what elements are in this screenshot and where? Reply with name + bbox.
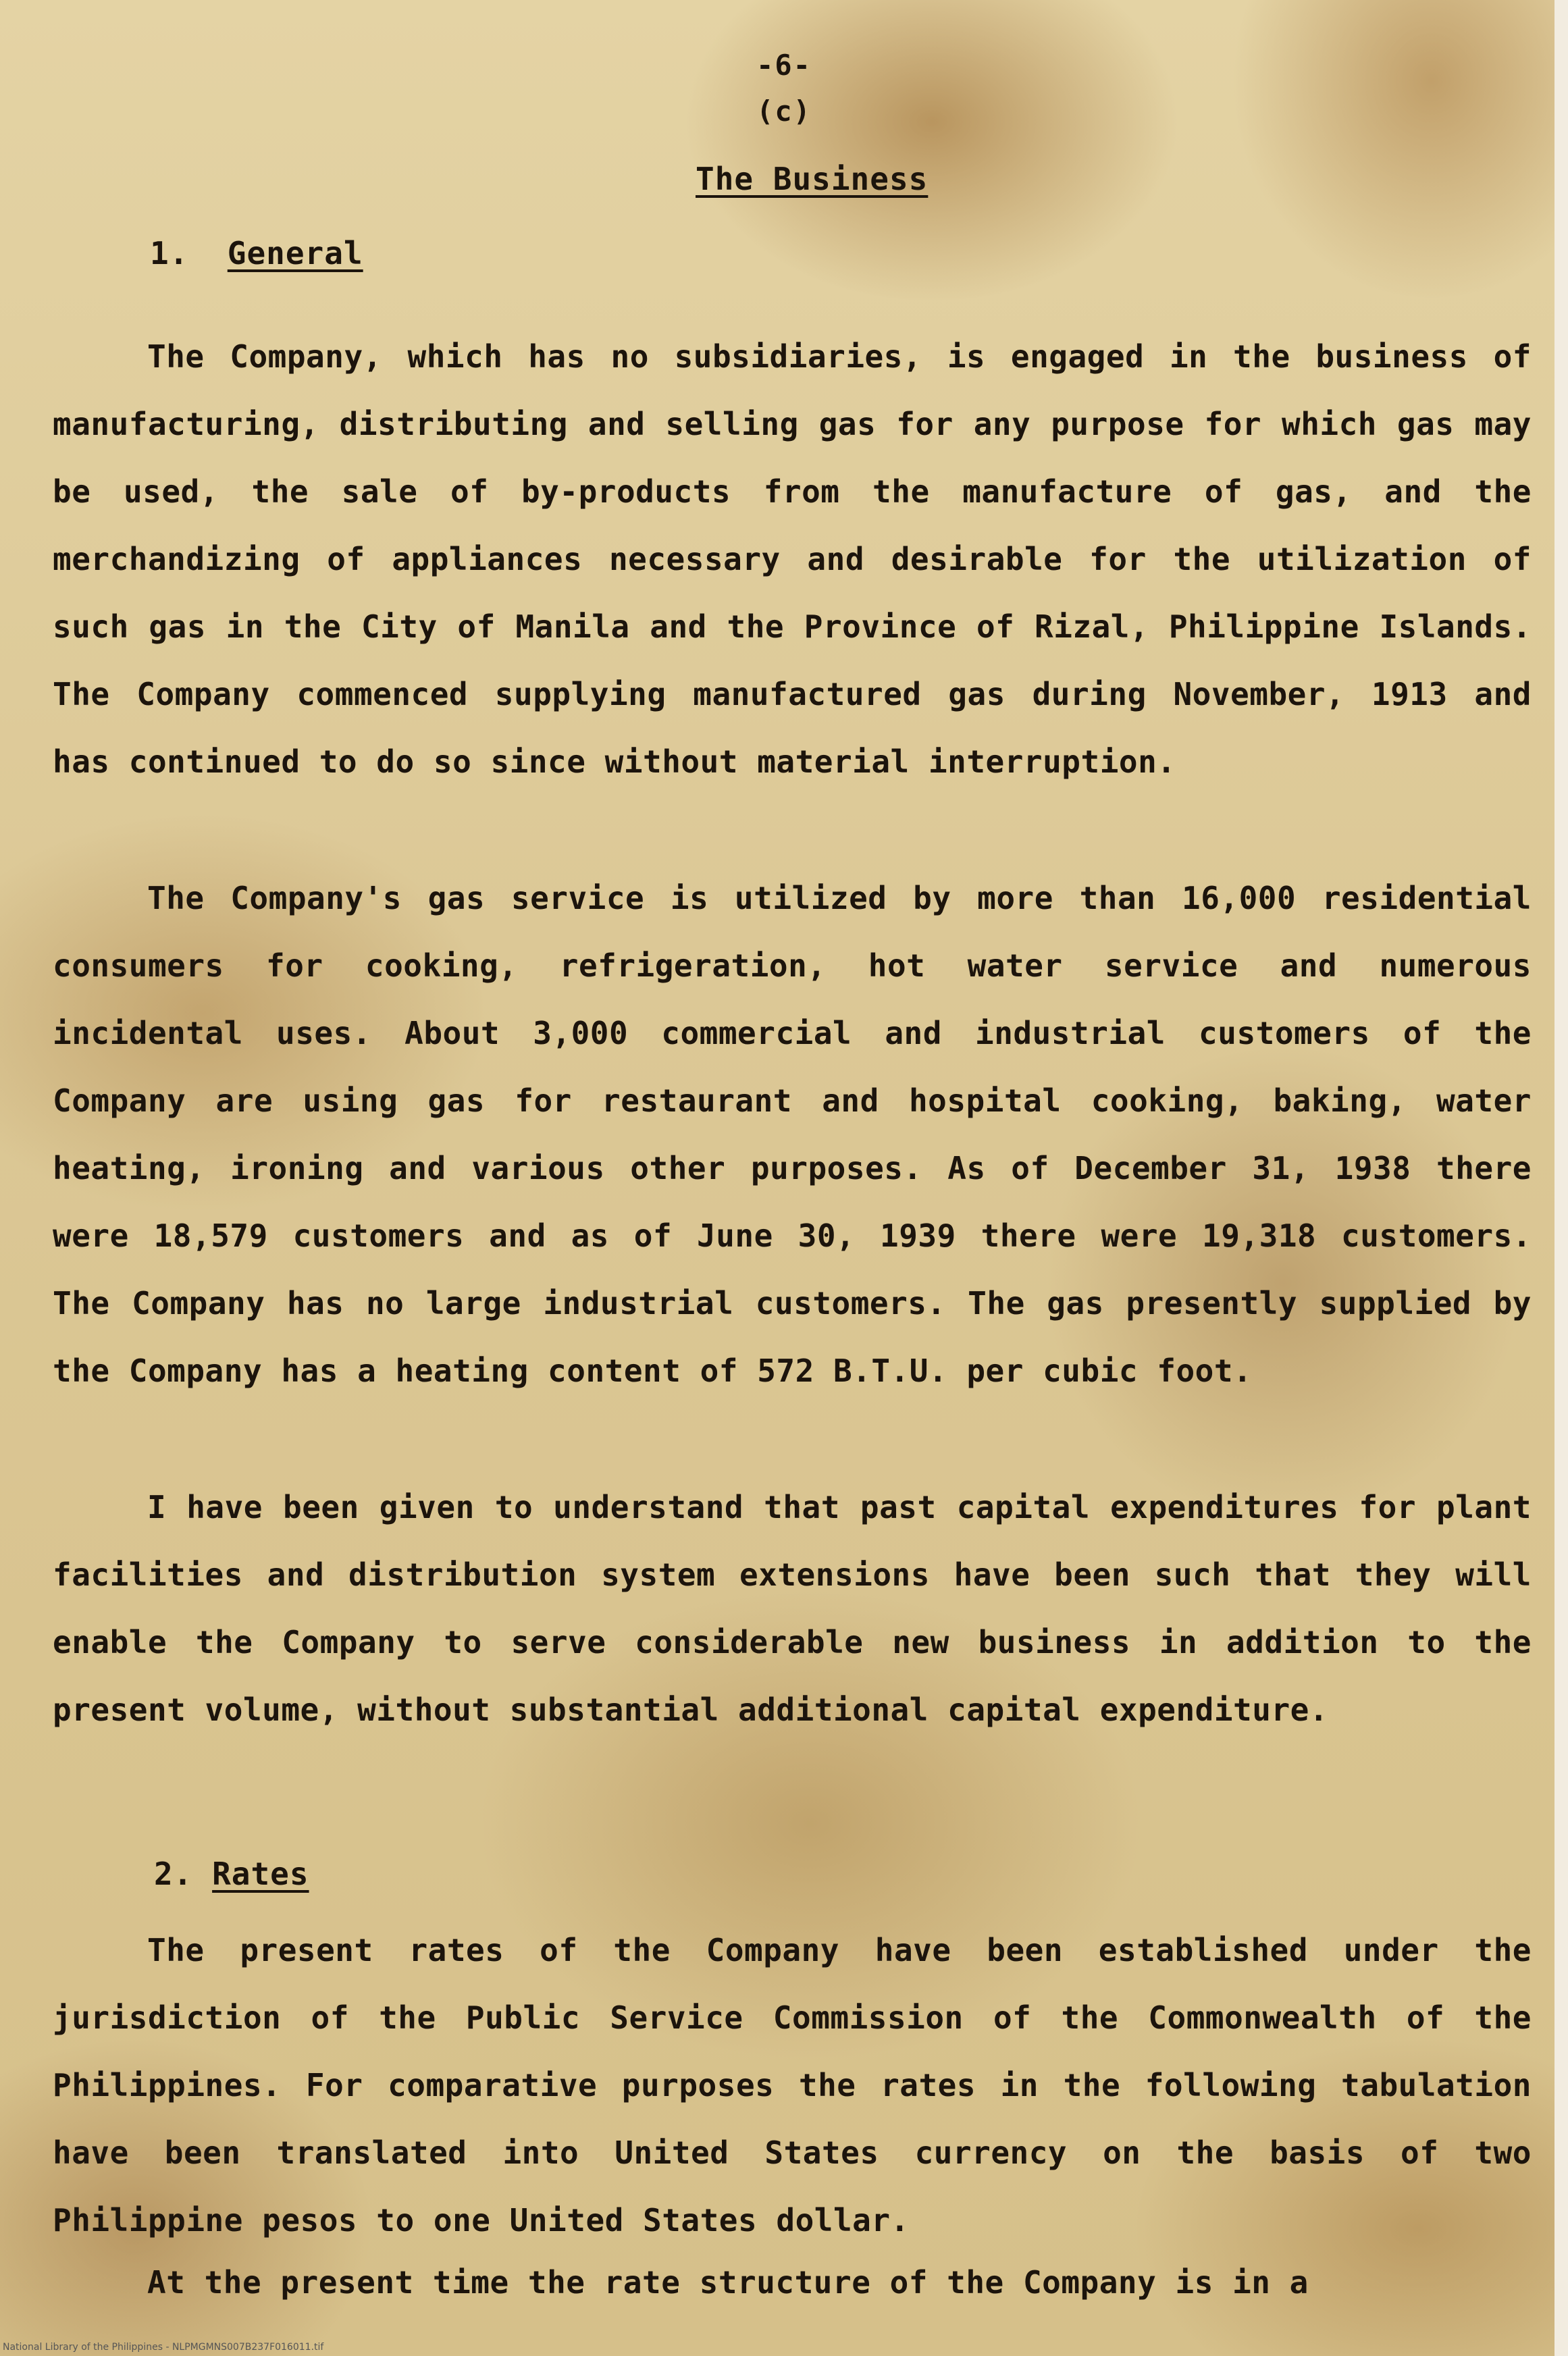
- section-title: General: [227, 235, 363, 271]
- section-heading-general: [150, 235, 363, 271]
- paragraph: The Company, which has no subsidiaries, is engaged in the business of manufacturing, distributing and selling gas for any purpose for which gas may be used, the sale of by-products from the manufacture of gas, and the merchandizing of appliances necessary and desirable for the utilization of such gas in the City of Manila and the Province of Rizal, Philippine Islands. The Company commenced supplying manufactured gas during November, 1913 and has continued to do so since without material interruption.: [53, 338, 1532, 780]
- section-title: Rates: [212, 1856, 309, 1892]
- section-heading-rates: [154, 1856, 309, 1892]
- page-title: The Business: [696, 161, 929, 197]
- paragraph: I have been given to understand that past capital expenditures for plant facilities and distribution system extensions have been such that they will enable the Company to serve considerable new business in addition to the present volume, without substantial additional capital expenditure.: [53, 1489, 1532, 1728]
- section-letter: (c): [756, 95, 812, 128]
- paragraph: At the present time the rate structure of the Company is in a: [147, 2264, 1309, 2301]
- page-number: -6-: [756, 49, 812, 82]
- paragraph: The Company's gas service is utilized by more than 16,000 residential consumers for cooking, refrigeration, hot water service and numerous incidental uses. About 3,000 commercial and industrial customers of the Company are using gas for restaurant and hospital cooking, baking, water heating, ironing and various other purposes. As of December 31, 1938 there were 18,579 customers and as of June 30, 1939 there were 19,318 customers. The Company has no large industrial customers. The gas presently supplied by the Company has a heating content of 572 B.T.U. per cubic foot.: [53, 880, 1532, 1389]
- section-number: 1.: [150, 235, 189, 271]
- paragraph: The present rates of the Company have been established under the jurisdiction of the Public Service Commission of the Commonwealth of the Philippines. For comparative purposes the rates in the following tabulation have been translated into United States currency on the basis of two Philippine pesos to one United States dollar.: [53, 1932, 1532, 2239]
- scan-footer: National Library of the Philippines - NLPMGMNS007B237F016011.tif: [3, 2342, 324, 2353]
- section-number: 2.: [154, 1856, 193, 1892]
- scan-edge: [1554, 0, 1568, 2356]
